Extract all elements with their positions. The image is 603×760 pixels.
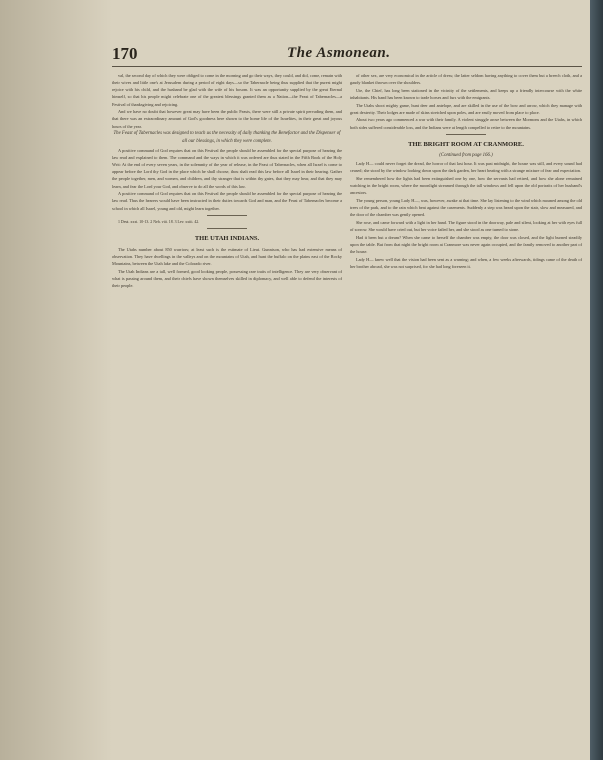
paragraph: The Utah Indians are a tall, well formed, good looking people, possessing rare traits of intelligence. They are very observant of what is passing around them, and their chiefs have shown themselves skilled in diplomacy, and well able to defend the interests of their people. [112,268,342,288]
page-number: 170 [112,44,138,63]
paragraph: Ute, the Chief, has long been stationed in the vicinity of the settlements, and keeps up a friendly intercourse with the white inhabitants. His band has been known to trade horses and furs with the emigrants. [350,87,582,100]
paragraph: About two years ago commenced a war with their family. A violent struggle arose between the Mormons and the Utahs, in which both sides suffered considerable loss, and the Indians were at length compelled to retire to the mountains. [350,117,582,130]
paragraph: She remembered how the lights had been extinguished one by one, how the servants had retired, and how she alone remained watching in the bright room, where the moonlight streamed through the tall windows and fell upon the old portraits of her husband's ancestors. [350,176,582,196]
paragraph: And we have no doubt that however great may have been the public Feasts, there were still a private spirit pervading them, and that there was an extraordinary amount of God's goodness here shown to the home life of the Israelites, in their great and joyous hours of the year. [112,109,342,129]
gutter-shadow [0,0,112,760]
section-subtitle: (Continued from page 166.) [439,152,493,158]
right-column [350,72,582,752]
paragraph: Lady H— could never forget the dread, the horror of that last hour. It was past midnight, the house was still, and every sound had ceased; she stood by the window looking down upon the dark garden, her heart beating with a strange mixture of fear and expectation. [350,161,582,174]
left-column [112,72,342,752]
book-spine [590,0,603,760]
section-title: THE BRIGHT ROOM AT CRANMORE. [408,140,524,148]
divider [207,228,247,229]
footnote: 1 Deut. xxxi. 10-13. 2 Neh. viii. 18. 3 Lev. xxiii. 42. [118,219,200,224]
italic-lead: The Feast of Tabernacles was designed to teach us the necessity of daily thanking the Benefactor and the Dispenser of all our blessings, in which they were complete. [113,131,341,145]
divider [446,134,486,135]
paragraph: The young person, young Lady H—, was, however, awake at that time. She lay listening to the wind which moaned among the old trees of the park, and to the rain which beat against the casements. Suddenly a step was heard upon the stair, slow and measured, and the door of the chamber was gently opened. [350,198,582,218]
page-header [112,44,582,67]
paragraph: of other sex, are very economical in the article of dress; the latter seldom having anything to cover them but a breech cloth, and a gaudy blanket thrown over the shoulders. [350,73,582,86]
section-title: THE UTAH INDIANS. [194,234,260,242]
masthead-title: The Asmonean. [287,45,391,61]
paragraph: val, the second day of which they were obliged to come in the morning and go their ways, they could, and did, come, remain with their wives and little one's at Jerusalem during a period of eight days—so the Tabernacle being thus supplied that the purest might rejoice with his child, and the husband be glad with the wife of his bosom. It was an opportunity supplied by the great Eternal himself, so that his people might celebrate one of the greatest blessings granted them as a Nation—the Feast of Tabernacles—a Festival of thanksgiving and rejoicing. [112,73,342,107]
paragraph: Had it been but a dream? When she came to herself the chamber was empty, the door was closed, and the light burned steadily upon the table. But from that night the bright room at Cranmore was never again occupied, and the family removed to another part of the house. [350,234,582,255]
paragraph: Lady H— knew well that the vision had been sent as a warning; and when, a few weeks afterwards, tidings came of the death of her brother abroad, she was not surprised, for she had long foreseen it. [350,256,582,269]
divider [207,215,247,216]
paragraph: A positive command of God requires that on this Festival the people should be assembled for the special purpose of hearing the law read. Thus the hearers would have been instructed in their duties towards God and man, and the Feast of Tabernacles become a school in which all Israel, young and old, might learn together. [112,191,342,211]
paragraph: The Utahs number about 850 warriors; at least such is the estimate of Lieut. Gunnison, who has had extensive means of observation. They have dwellings in the valleys and on the mountains of Utah, and hunt the buffalo on the plains east of the Rocky Mountains, between the Utah lake and the Colorado river. [112,246,342,266]
paragraph: She rose, and came forward with a light in her hand. The figure stood in the doorway, pale and silent, looking at her with eyes full of sorrow. She would have cried out, but her voice failed her, and she stood as one turned to stone. [350,220,582,233]
paragraph: A positive command of God requires that on this Festival the people should be assembled for the special purpose of hearing the law read and explained to them. The command and the ways in which it was ordered are thus stated in the Fifth Book of the Holy Writ: At the end of every seven years, in the solemnity of the year of release, in the Feast of Tabernacles, when all Israel is come to appear before the Lord thy God in the place which he shall choose, thou shalt read this law before all Israel in their hearing. Gather the people together, men, and women, and children, and thy stranger that is within thy gates, that they may hear, and that they may learn, and fear the Lord your God, and observe to do all the words of this law. [112,147,342,189]
paragraph: The Utahs shoot mighty game, hunt deer and antelope, and are skilled in the use of the bow and arrow, which they manage with great dexterity. Their lodges are made of skins stretched upon poles, and are easily moved from place to place. [350,102,582,115]
